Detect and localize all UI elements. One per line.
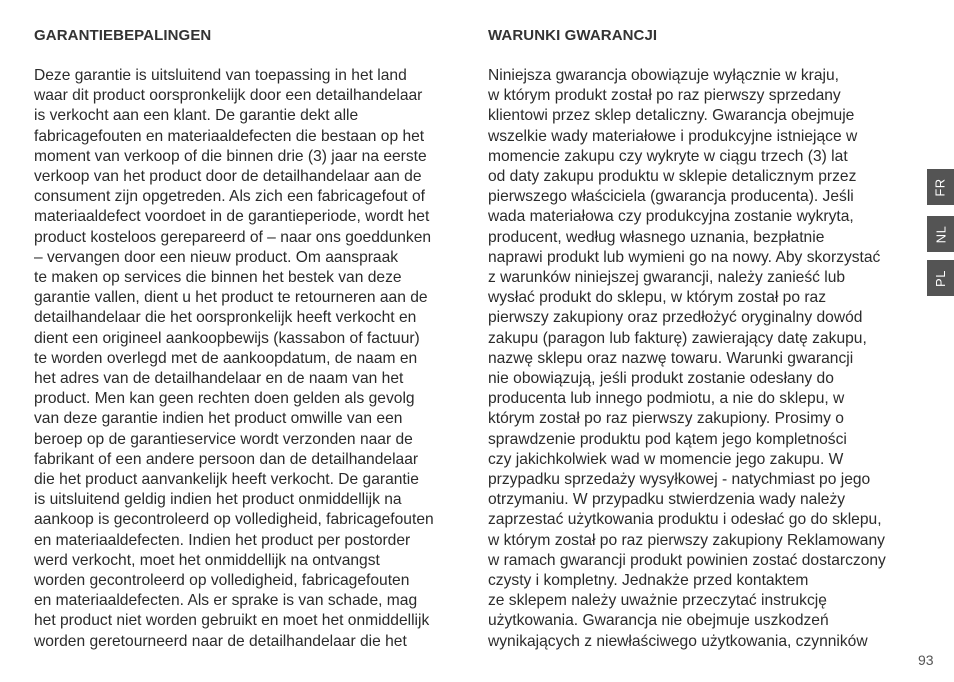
- polish-text-line: producent, według własnego uznania, bezpłatnie: [488, 228, 825, 246]
- dutch-text-line: verkoop van het product door de detailhandelaar aan de: [34, 168, 422, 186]
- polish-text-line: nie obowiązują, jeśli produkt zostanie odesłany do: [488, 370, 834, 388]
- dutch-text-line: moment van verkoop of die binnen drie (3) jaar na eerste: [34, 147, 427, 165]
- dutch-text-line: waar dit product oorspronkelijk door een detailhandelaar: [34, 87, 423, 105]
- dutch-text-line: worden gecontroleerd op volledigheid, fabricagefouten: [34, 572, 410, 590]
- polish-text-line: naprawi produkt lub wymieni go na nowy. Aby skorzystać: [488, 248, 881, 266]
- dutch-text-line: te worden overlegd met de aankoopdatum, de naam en: [34, 349, 418, 367]
- dutch-text-line: werd verkocht, moet het onmiddellijk na ontvangst: [34, 551, 380, 569]
- dutch-warranty-column: [34, 26, 474, 652]
- dutch-text-line: fabrikant of een andere persoon dan de detailhandelaar: [34, 450, 419, 468]
- dutch-text-line: is uitsluitend geldig indien het product onmiddellijk na: [34, 491, 402, 509]
- polish-text-line: którym został po raz pierwszy zakupiony. Prosimy o: [488, 410, 844, 428]
- polish-text-line: w którym produkt został po raz pierwszy sprzedany: [488, 87, 841, 105]
- polish-text-line: klientowi przez sklep detaliczny. Gwarancja obejmuje: [488, 107, 855, 125]
- polish-text-line: w ramach gwarancji produkt powinien zostać dostarczony: [488, 551, 886, 569]
- dutch-text-line: detailhandelaar die het oorspronkelijk heeft verkocht en: [34, 309, 417, 327]
- polish-text-line: od daty zakupu produktu w sklepie detalicznym przez: [488, 168, 857, 186]
- dutch-text-line: garantie vallen, dient u het product te retourneren aan de: [34, 289, 428, 307]
- dutch-text-line: beroep op de garantieservice wordt verzonden naar de: [34, 430, 413, 448]
- polish-text-line: nazwę sklepu oraz nazwę towaru. Warunki gwarancji: [488, 349, 854, 367]
- polish-text-line: otrzymaniu. W przypadku stwierdzenia wady należy: [488, 491, 846, 509]
- dutch-text-line: fabricagefouten en materiaaldefecten die bestaan op het: [34, 127, 425, 145]
- dutch-text-line: het product niet worden gebruikt en moet het onmiddellijk: [34, 612, 430, 630]
- polish-text-line: czy jakichkolwiek wad w momencie jego zakupu. W: [488, 450, 844, 468]
- language-tab-label: PL: [933, 269, 948, 287]
- polish-text-line: producenta lub innego podmiotu, a nie do sklepu, w: [488, 390, 845, 408]
- polish-text-line: użytkowania. Gwarancja nie obejmuje uszkodzeń: [488, 612, 829, 630]
- polish-text-line: Niniejsza gwarancja obowiązuje wyłącznie w kraju,: [488, 67, 840, 84]
- polish-text-line: zaprzestać użytkowania produktu i odesłać go do sklepu,: [488, 511, 882, 529]
- dutch-warranty-body: [34, 66, 474, 652]
- language-tab-pl[interactable]: [927, 260, 954, 296]
- polish-text-line: przypadku sprzedaży wysyłkowej - natychmiast po jego: [488, 471, 871, 489]
- dutch-text-line: product kosteloos gerepareerd of – naar ons goeddunken: [34, 228, 432, 246]
- polish-text-line: wynikających z niewłaściwego użytkowania, czynników: [488, 632, 868, 650]
- polish-text-line: w którym został po raz pierwszy zakupiony Reklamowany: [488, 531, 885, 549]
- dutch-text-line: product. Men kan geen rechten doen gelden als gevolg: [34, 390, 415, 408]
- polish-warranty-heading: WARUNKI GWARANCJI: [488, 27, 658, 44]
- dutch-text-line: van deze garantie indien het product omwille van een: [34, 410, 403, 428]
- dutch-text-line: en materiaaldefecten. Als er sprake is van schade, mag: [34, 592, 418, 610]
- page-number: 93: [918, 652, 934, 668]
- language-tab-fr[interactable]: [927, 169, 954, 205]
- polish-text-line: wada materiałowa czy produkcyjna zostanie wykryta,: [488, 208, 854, 226]
- dutch-text-line: consument zijn opgetreden. Als zich een fabricagefout of: [34, 188, 425, 206]
- dutch-text-line: het adres van de detailhandelaar en de naam van het: [34, 370, 404, 388]
- polish-text-line: z warunków niniejszej gwarancji, należy zanieść lub: [488, 269, 846, 287]
- dutch-text-line: Deze garantie is uitsluitend van toepassing in het land: [34, 67, 407, 84]
- polish-text-line: sprawdzenie produktu pod kątem jego kompletności: [488, 430, 847, 448]
- polish-text-line: czysty i kompletny. Jednakże przed kontaktem: [488, 572, 809, 590]
- dutch-text-line: aankoop is gecontroleerd op volledigheid, fabricagefouten: [34, 511, 434, 529]
- polish-warranty-body: [488, 66, 920, 652]
- polish-text-line: wszelkie wady materiałowe i produkcyjne istniejące w: [488, 127, 858, 145]
- language-tab-label: FR: [933, 177, 948, 197]
- polish-text-line: wysłać produkt do sklepu, w którym został po raz: [488, 289, 826, 307]
- polish-text-line: zakupu (paragon lub fakturę) zawierający datę zakupu,: [488, 329, 867, 347]
- polish-text-line: pierwszego właściciela (gwarancja producenta). Jeśli: [488, 188, 854, 206]
- polish-text-line: pierwszy zakupiony oraz przedłożyć oryginalny dowód: [488, 309, 863, 327]
- polish-text-line: momencie zakupu czy wykryte w ciągu trzech (3) lat: [488, 147, 848, 165]
- dutch-text-line: worden geretourneerd naar de detailhandelaar die het: [34, 632, 407, 650]
- polish-text-line: ze sklepem należy uważnie przeczytać instrukcję: [488, 592, 827, 610]
- dutch-text-line: dient een origineel aankoopbewijs (kassabon of factuur): [34, 329, 420, 347]
- dutch-text-line: is verkocht aan een klant. De garantie dekt alle: [34, 107, 359, 125]
- dutch-text-line: en materiaaldefecten. Indien het product per postorder: [34, 531, 411, 549]
- dutch-text-line: – vervangen door een nieuw product. Om aanspraak: [34, 248, 399, 266]
- language-tab-nl[interactable]: [927, 216, 954, 252]
- language-tab-label: NL: [933, 225, 948, 243]
- dutch-text-line: die het product aanvankelijk heeft verkocht. De garantie: [34, 471, 419, 489]
- dutch-warranty-heading: GARANTIEBEPALINGEN: [34, 27, 212, 44]
- polish-warranty-column: [488, 26, 920, 652]
- dutch-text-line: te maken op services die binnen het bestek van deze: [34, 269, 402, 287]
- dutch-text-line: materiaaldefect voordoet in de garantieperiode, wordt het: [34, 208, 430, 226]
